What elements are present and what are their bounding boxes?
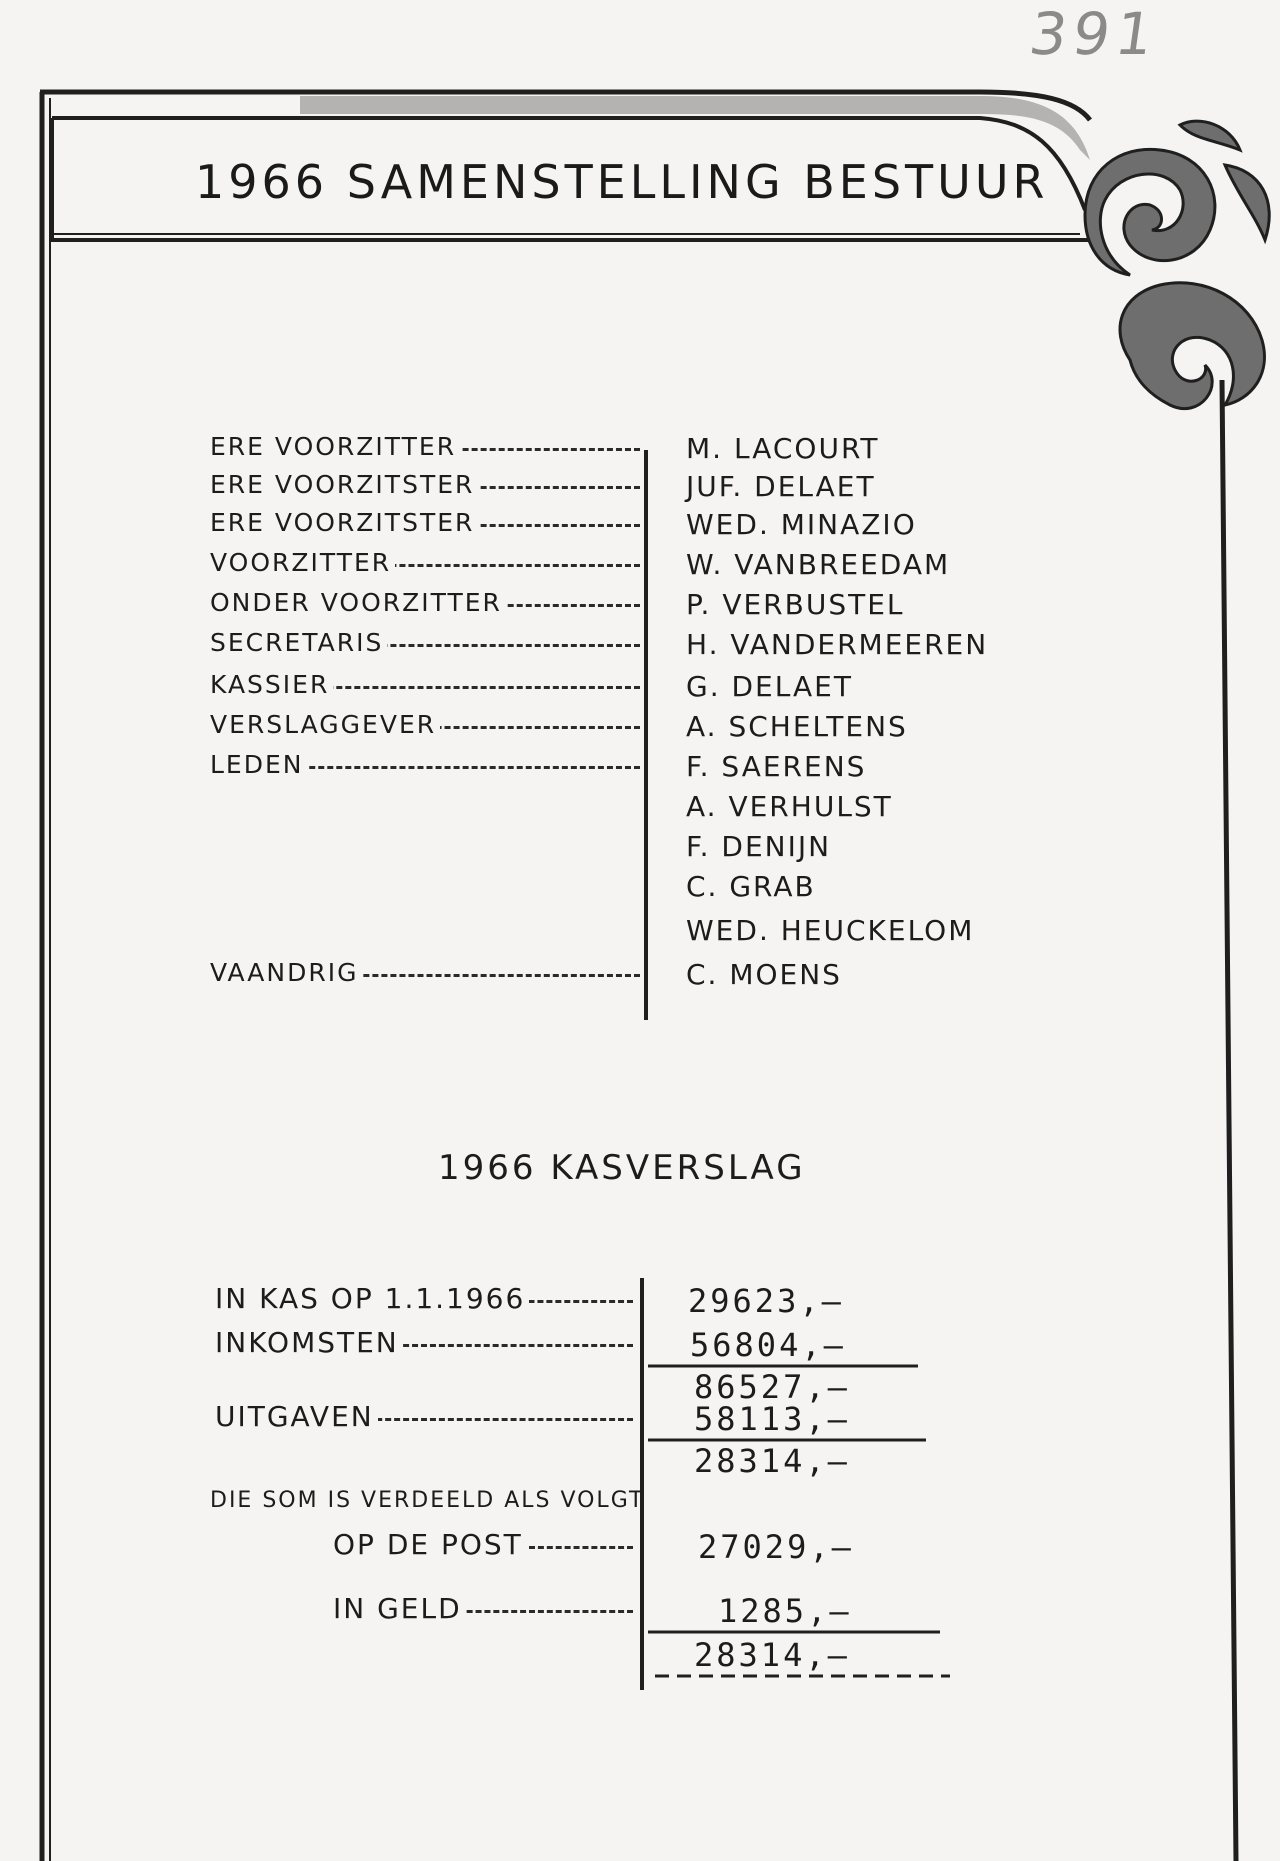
cash-row bbox=[215, 1282, 633, 1322]
role-label: VOORZITTER bbox=[210, 548, 395, 577]
cash-label: INKOMSTEN bbox=[215, 1326, 403, 1359]
page-number: 391 bbox=[1025, 0, 1164, 68]
role-label: VERSLAGGEVER bbox=[210, 710, 440, 739]
cash-row bbox=[215, 1326, 633, 1366]
role-row bbox=[210, 710, 640, 748]
role-label: ERE VOORZITTER bbox=[210, 432, 460, 461]
role-row bbox=[210, 548, 640, 586]
role-label: SECRETARIS bbox=[210, 628, 387, 657]
role-label: ERE VOORZITSTER bbox=[210, 470, 478, 499]
cash-subtotal: 86527,— bbox=[694, 1368, 850, 1406]
role-row bbox=[210, 508, 640, 546]
role-row bbox=[210, 432, 640, 470]
role-label: LEDEN bbox=[210, 750, 307, 779]
role-row bbox=[210, 628, 640, 666]
cash-row bbox=[215, 1400, 633, 1440]
distribution-note: DIE SOM IS VERDEELD ALS VOLGT bbox=[210, 1488, 645, 1513]
role-row bbox=[210, 750, 640, 788]
cash-label: OP DE POST bbox=[333, 1528, 527, 1561]
cash-amount: 27029,— bbox=[698, 1528, 854, 1566]
member-name: JUF. DELAET bbox=[686, 470, 876, 503]
role-label: ERE VOORZITSTER bbox=[210, 508, 478, 537]
cash-balance: 28314,— bbox=[694, 1442, 850, 1480]
cash-amount: 1285,— bbox=[718, 1592, 852, 1630]
cash-label: IN KAS OP 1.1.1966 bbox=[215, 1282, 529, 1315]
member-name: WED. MINAZIO bbox=[686, 508, 917, 541]
member-name: C. GRAB bbox=[686, 870, 816, 903]
cash-amount: 58113,— bbox=[694, 1400, 850, 1438]
role-label: VAANDRIG bbox=[210, 958, 362, 987]
role-row bbox=[210, 670, 640, 708]
member-name: F. DENIJN bbox=[686, 830, 832, 863]
member-name: A. VERHULST bbox=[686, 790, 893, 823]
cash-amount: 56804,— bbox=[690, 1326, 846, 1364]
member-name: P. VERBUSTEL bbox=[686, 588, 905, 621]
role-row bbox=[210, 958, 640, 996]
cash-label: UITGAVEN bbox=[215, 1400, 378, 1433]
cash-report-title: 1966 KASVERSLAG bbox=[438, 1148, 806, 1188]
member-name: F. SAERENS bbox=[686, 750, 867, 783]
role-row bbox=[210, 470, 640, 508]
cash-amount: 29623,— bbox=[688, 1282, 844, 1320]
role-label: ONDER VOORZITTER bbox=[210, 588, 506, 617]
role-label: KASSIER bbox=[210, 670, 333, 699]
cash-row bbox=[333, 1592, 633, 1632]
member-name: C. MOENS bbox=[686, 958, 842, 991]
member-name: H. VANDERMEEREN bbox=[686, 628, 989, 661]
cash-label: IN GELD bbox=[333, 1592, 466, 1625]
member-name: M. LACOURT bbox=[686, 432, 880, 465]
cash-total: 28314,— bbox=[694, 1636, 850, 1674]
member-name: W. VANBREEDAM bbox=[686, 548, 951, 581]
member-name: A. SCHELTENS bbox=[686, 710, 908, 743]
scroll-ornament bbox=[1085, 121, 1269, 408]
cash-row bbox=[333, 1528, 633, 1568]
page-title: 1966 SAMENSTELLING BESTUUR bbox=[195, 155, 1049, 209]
member-name: WED. HEUCKELOM bbox=[686, 914, 975, 947]
member-name: G. DELAET bbox=[686, 670, 853, 703]
role-row bbox=[210, 588, 640, 626]
